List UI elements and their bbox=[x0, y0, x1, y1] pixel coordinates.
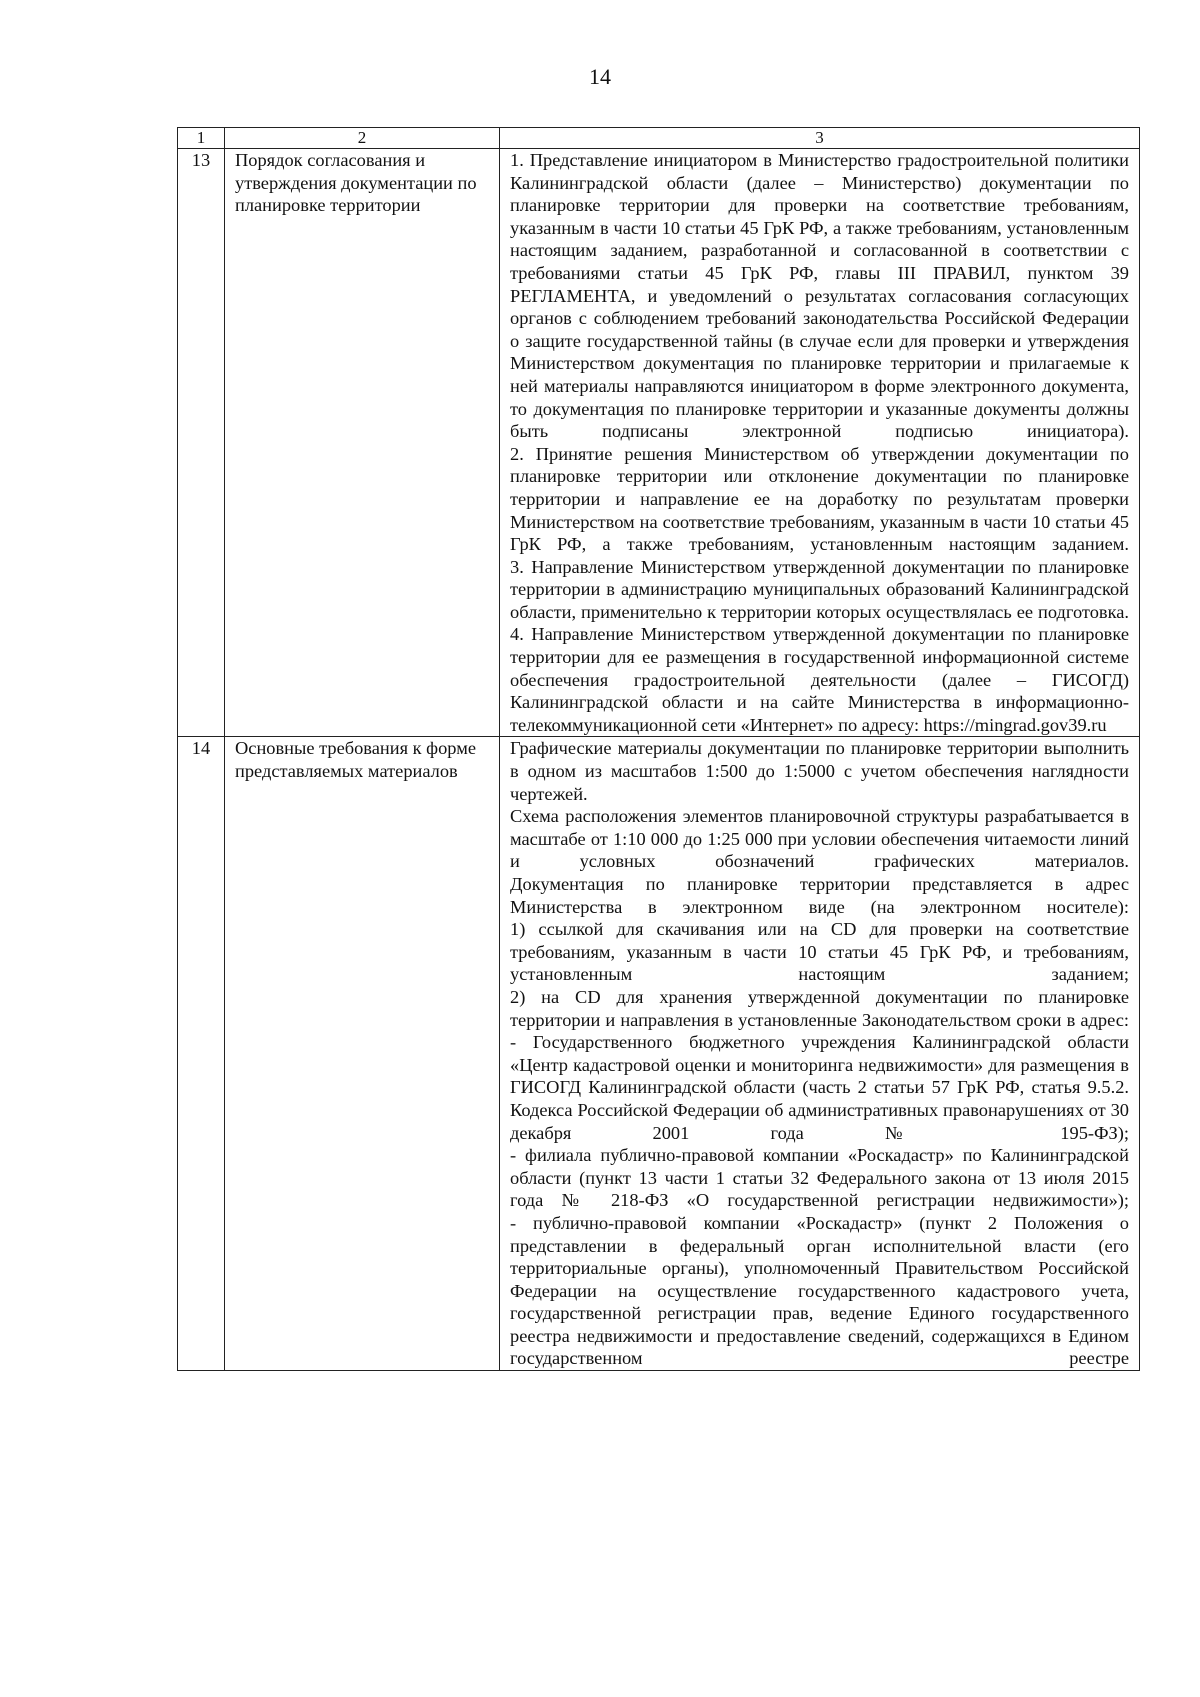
row-title: Основные требования к форме представляемых материалов bbox=[225, 737, 500, 1371]
row-content bbox=[500, 737, 1140, 1371]
header-cell-2: 2 bbox=[225, 128, 500, 149]
table-header-row bbox=[178, 128, 1140, 149]
table-row-13 bbox=[178, 149, 1140, 737]
paragraph: Схема расположения элементов планировочной структуры разрабатывается в масштабе от 1:10 000 до 1:25 000 при условии обеспечения читаемости линий и условных обозначений графических материалов. bbox=[510, 806, 1129, 872]
row-number: 13 bbox=[178, 149, 225, 737]
paragraph: 4. Направление Министерством утвержденной документации по планировке территории для ее размещения в государственной информационной системе обеспечения градостроительной деятельности (далее – ГИСОГД) Калининградской области и на сайте Министерства в информационно-телекоммуникационной сети «Интернет» по адресу: https://mingrad.gov39.ru bbox=[510, 624, 1129, 735]
row-title: Порядок согласования и утверждения документации по планировке территории bbox=[225, 149, 500, 737]
table-row-14 bbox=[178, 737, 1140, 1371]
paragraph: Графические материалы документации по планировке территории выполнить в одном из масштабов 1:500 до 1:5000 с учетом обеспечения наглядности чертежей. bbox=[510, 738, 1129, 804]
paragraph: 1) ссылкой для скачивания или на CD для проверки на соответствие требованиям, указанным в части 10 статьи 45 ГрК РФ, и требованиям, установленным настоящим заданием; bbox=[510, 919, 1129, 985]
row-number: 14 bbox=[178, 737, 225, 1371]
page-number: 14 bbox=[589, 64, 611, 89]
header-cell-3: 3 bbox=[500, 128, 1140, 149]
paragraph: 1. Представление инициатором в Министерство градостроительной политики Калининградской области (далее – Министерство) документации по планировке территории для проверки на соответствие требованиям, указанным в части 10 статьи 45 ГрК РФ, а также требованиям, установленным настоящим заданием, разработанной и согласованной в соответствии с требованиями статьи 45 ГрК РФ, главы III ПРАВИЛ, пунктом 39 РЕГЛАМЕНТА, и уведомлений о результатах согласования согласующих органов с соблюдением требований законодательства Российской Федерации о защите государственной тайны (в случае если для проверки и утверждения Министерством документация по планировке территории и прилагаемые к ней материалы направляются инициатором в форме электронного документа, то документация по планировке территории и указанные документы должны быть подписаны электронной подписью инициатора). bbox=[510, 150, 1129, 442]
requirements-table bbox=[177, 127, 1140, 1371]
row-content bbox=[500, 149, 1140, 737]
paragraph: - филиала публично-правовой компании «Роскадастр» по Калининградской области (пункт 13 части 1 статьи 32 Федерального закона от 13 июля 2015 года № 218-ФЗ «О государственной регистрации недвижимости»); bbox=[510, 1145, 1129, 1211]
paragraph: - Государственного бюджетного учреждения Калининградской области «Центр кадастровой оценки и мониторинга недвижимости» для размещения в ГИСОГД Калининградской области (часть 2 статьи 57 ГрК РФ, статья 9.5.2. Кодекса Российской Федерации об административных правонарушениях от 30 декабря 2001 года № 195-ФЗ); bbox=[510, 1032, 1129, 1143]
paragraph: - публично-правовой компании «Роскадастр» (пункт 2 Положения о представлении в федеральный орган исполнительной власти (его территориальные органы), уполномоченный Правительством Российской Федерации на осуществление государственного кадастрового учета, государственной регистрации прав, ведение Единого государственного реестра недвижимости и предоставление сведений, содержащихся в Едином государственном реестре bbox=[510, 1212, 1129, 1369]
paragraph: Документация по планировке территории представляется в адрес Министерства в электронном виде (на электронном носителе): bbox=[510, 874, 1129, 917]
paragraph: 2. Принятие решения Министерством об утверждении документации по планировке территории или отклонение документации по планировке территории и направление ее на доработку по результатам проверки Министерством на соответствие требованиям, указанным в части 10 статьи 45 ГрК РФ, а также требованиям, установленным настоящим заданием. bbox=[510, 443, 1129, 555]
paragraph: 3. Направление Министерством утвержденной документации по планировке территории в администрацию муниципальных образований Калининградской области, применительно к территории которых осуществлялась ее подготовка. bbox=[510, 556, 1129, 622]
paragraph: 2) на CD для хранения утвержденной документации по планировке территории и направления в установленные Законодательством сроки в адрес: bbox=[510, 986, 1129, 1030]
header-cell-1: 1 bbox=[178, 128, 225, 149]
